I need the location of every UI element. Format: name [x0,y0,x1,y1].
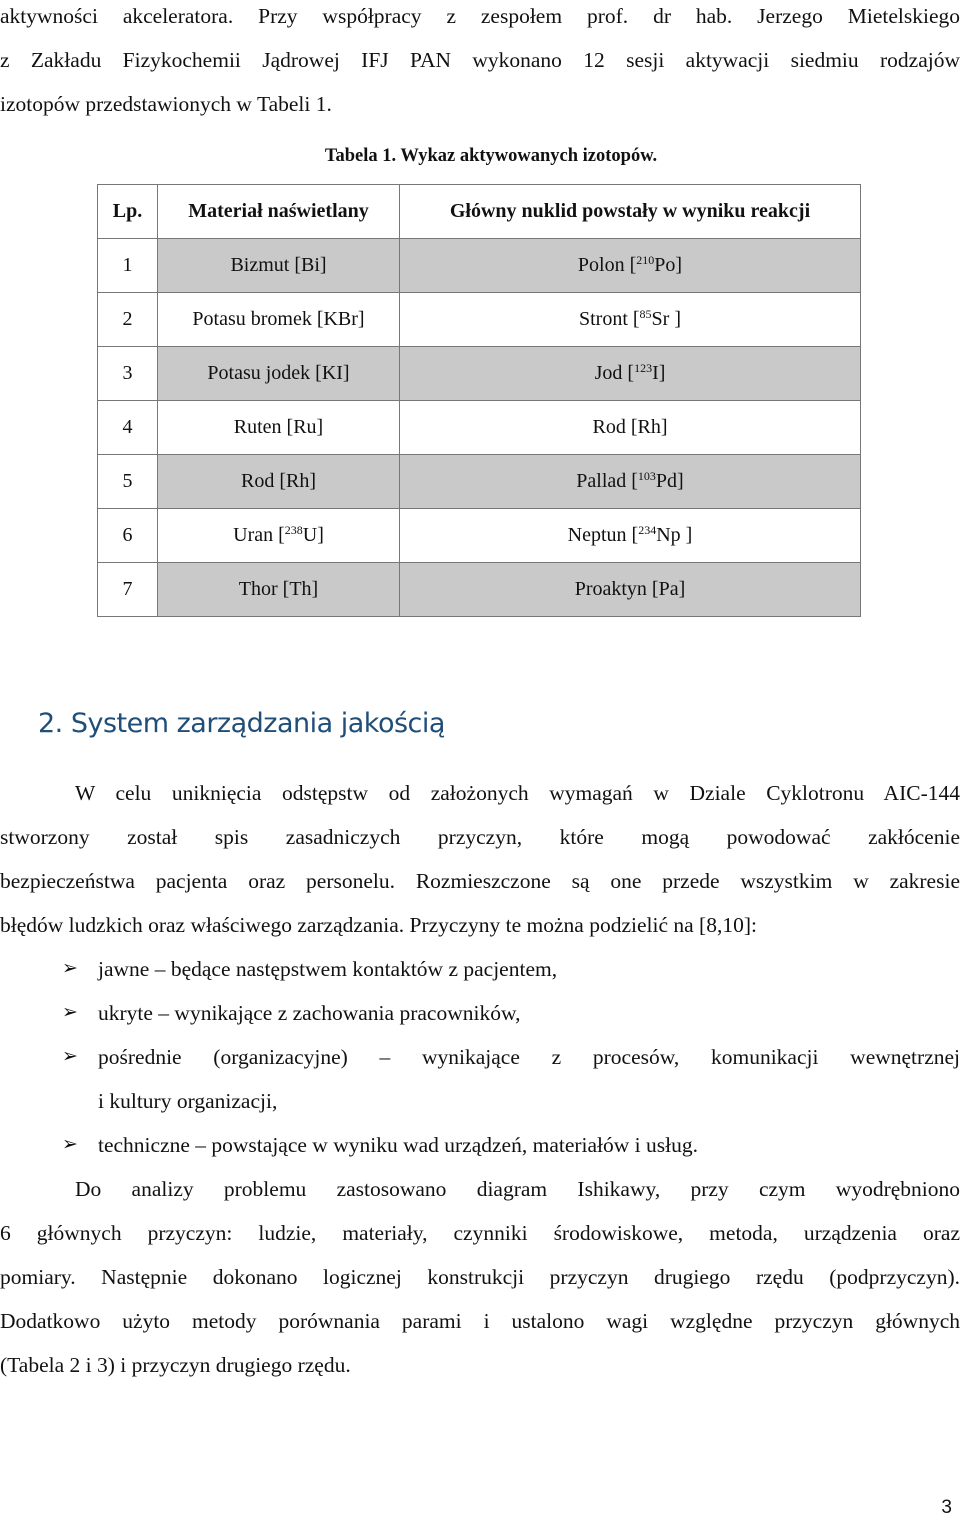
arrow-bullet-icon: ➢ [62,1001,78,1023]
cell-lp: 7 [98,563,158,617]
intro-line-2: z Zakładu Fizykochemii Jądrowej IFJ PAN wykonano 12 sesji aktywacji siedmiu rodzajów [0,48,960,72]
intro-line-3: izotopów przedstawionych w Tabeli 1. [0,92,332,116]
table-caption: Tabela 1. Wykaz aktywowanych izotopów. [324,146,658,166]
cell-nuclide: Neptun [$^{234}$Np ] [400,509,861,563]
table-row [98,509,861,563]
cell-material: Potasu bromek [KBr] [158,293,400,347]
cell-material: Thor [Th] [158,563,400,617]
cell-nuclide: Jod [$^{123}$I] [400,347,861,401]
cell-nuclide: Rod [Rh] [400,401,861,455]
page-number: 3 [941,1497,952,1518]
table-row [98,239,861,293]
table-row [98,347,861,401]
table-header-row [98,185,861,239]
table-row [98,455,861,509]
table-row [98,401,861,455]
para1-line-2: stworzony został spis zasadniczych przyczyn, które mogą powodować zakłócenie [0,825,960,849]
cell-material: Rod [Rh] [158,455,400,509]
intro-paragraph [0,0,960,126]
arrow-bullet-icon: ➢ [62,1045,78,1067]
para1-line-3: bezpieczeństwa pacjenta oraz personelu. Rozmieszczone są one przede wszystkim w zakresie [0,869,960,893]
para1-line-4: błędów ludzkich oraz właściwego zarządzania. Przyczyny te można podzielić na [8,10]: [0,913,757,937]
intro-line-1: aktywności akceleratora. Przy współpracy z zespołem prof. dr hab. Jerzego Mietelskiego [0,4,960,28]
table-row [98,293,861,347]
cell-lp: 2 [98,293,158,347]
section-heading: 2. System zarządzania jakością [38,708,445,739]
arrow-bullet-icon: ➢ [62,1133,78,1155]
para1-line-1: W celu uniknięcia odstępstw od założonych wymagań w Dziale Cyklotronu AIC-144 [75,781,960,805]
cell-nuclide: Polon [$^{210}$Po] [400,239,861,293]
cell-lp: 4 [98,401,158,455]
para2-line-5: (Tabela 2 i 3) i przyczyn drugiego rzędu. [0,1353,351,1377]
cell-material: Potasu jodek [KI] [158,347,400,401]
cell-lp: 3 [98,347,158,401]
cell-lp: 1 [98,239,158,293]
cell-nuclide: Proaktyn [Pa] [400,563,861,617]
cell-nuclide: Stront [$^{85}$Sr ] [400,293,861,347]
para2-line-3: pomiary. Następnie dokonano logicznej konstrukcji przyczyn drugiego rzędu (podprzyczyn). [0,1265,960,1289]
cell-lp: 5 [98,455,158,509]
cell-material: Uran [$^{238}$U] [158,509,400,563]
cell-nuclide: Pallad [$^{103}$Pd] [400,455,861,509]
header-nuclide: Główny nuklid powstały w wyniku reakcji [400,185,861,239]
table-row [98,563,861,617]
cell-material: Bizmut [Bi] [158,239,400,293]
isotope-table [97,184,861,617]
cell-lp: 6 [98,509,158,563]
para2-line-2: 6 głównych przyczyn: ludzie, materiały, czynniki środowiskowe, metoda, urządzenia oraz [0,1221,960,1245]
header-material: Materiał naświetlany [158,185,400,239]
header-lp: Lp. [98,185,158,239]
arrow-bullet-icon: ➢ [62,957,78,979]
para2-line-1: Do analizy problemu zastosowano diagram Ishikawy, przy czym wyodrębniono [75,1177,960,1201]
cell-material: Ruten [Ru] [158,401,400,455]
para2-line-4: Dodatkowo użyto metody porównania parami i ustalono wagi względne przyczyn głównych [0,1309,960,1333]
